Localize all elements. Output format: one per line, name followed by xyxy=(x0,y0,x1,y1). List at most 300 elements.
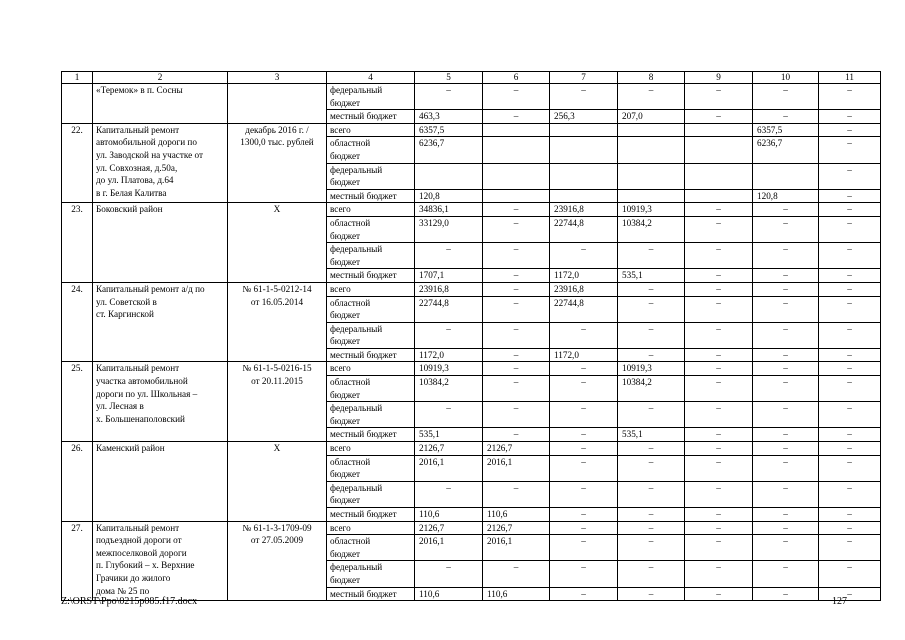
object-name-line: подъездной дороги от xyxy=(96,535,182,546)
value-cell: – xyxy=(753,521,819,535)
table-row xyxy=(62,362,881,376)
object-name-line: дома № 25 по xyxy=(96,585,150,596)
document-cell xyxy=(228,521,327,601)
row-number-cell: 22. xyxy=(62,123,93,203)
funding-source-line: федеральный xyxy=(330,85,383,95)
value-cell: 2126,7 xyxy=(483,521,550,535)
value-cell: – xyxy=(550,535,618,561)
value-cell: – xyxy=(753,535,819,561)
document-line: № 61-1-5-0212-14 xyxy=(242,283,312,294)
value-cell: – xyxy=(483,481,550,507)
value-cell: 2126,7 xyxy=(483,442,550,456)
value-cell: – xyxy=(550,521,618,535)
value-cell: – xyxy=(685,296,753,322)
funding-source-cell xyxy=(327,376,415,402)
value-cell: 23916,8 xyxy=(550,282,618,296)
value-cell: – xyxy=(819,508,881,522)
object-name-line: ст. Каргинской xyxy=(96,309,154,320)
value-cell: – xyxy=(753,203,819,217)
value-cell: – xyxy=(819,442,881,456)
value-cell: – xyxy=(685,508,753,522)
object-name-line: межпоселковой дороги xyxy=(96,547,187,558)
funding-source-line: бюджет xyxy=(330,150,361,161)
value-cell: – xyxy=(483,296,550,322)
value-cell: – xyxy=(618,243,685,269)
value-cell: – xyxy=(753,296,819,322)
funding-source-line: бюджет xyxy=(330,469,361,480)
value-cell: – xyxy=(618,508,685,522)
value-cell: – xyxy=(819,296,881,322)
value-cell: – xyxy=(819,163,881,189)
object-name-line: дороги по ул. Школьная – xyxy=(96,388,198,399)
table-row xyxy=(62,123,881,137)
value-cell: – xyxy=(819,137,881,163)
value-cell: – xyxy=(550,402,618,428)
header-cell: 2 xyxy=(93,72,228,84)
document-line: 1300,0 тыс. рублей xyxy=(240,137,314,148)
object-name-cell xyxy=(93,282,228,362)
value-cell: – xyxy=(753,110,819,124)
header-cell: 3 xyxy=(228,72,327,84)
budget-table xyxy=(61,71,881,601)
document-cell: Х xyxy=(228,442,327,522)
funding-source-cell: всего xyxy=(327,123,415,137)
document-line: от 20.11.2015 xyxy=(251,376,303,387)
value-cell: – xyxy=(819,402,881,428)
footer-file-path: Z:\ORST\Ppo\0215p085.f17.docx xyxy=(61,596,198,607)
row-number-cell xyxy=(62,84,93,124)
funding-source-line: областной xyxy=(330,536,371,547)
value-cell: – xyxy=(618,481,685,507)
value-cell: – xyxy=(685,243,753,269)
value-cell: – xyxy=(685,203,753,217)
value-cell: 110,6 xyxy=(415,587,483,601)
value-cell: 463,3 xyxy=(415,110,483,124)
header-cell: 10 xyxy=(753,72,819,84)
footer-page-number: 127 xyxy=(832,596,847,607)
value-cell: – xyxy=(685,362,753,376)
value-cell: – xyxy=(685,322,753,348)
funding-source-cell: местный бюджет xyxy=(327,348,415,362)
funding-source-cell: всего xyxy=(327,442,415,456)
row-number-cell: 26. xyxy=(62,442,93,522)
object-name-line: Капитальный ремонт xyxy=(96,522,180,533)
object-name-line: п. Глубокий – х. Верхние xyxy=(96,560,195,571)
value-cell: 110,6 xyxy=(483,587,550,601)
value-cell: – xyxy=(483,203,550,217)
value-cell: – xyxy=(415,243,483,269)
value-cell: – xyxy=(753,362,819,376)
value-cell: – xyxy=(550,481,618,507)
value-cell: – xyxy=(753,508,819,522)
value-cell: – xyxy=(685,481,753,507)
value-cell: 1172,0 xyxy=(550,348,618,362)
value-cell: – xyxy=(819,481,881,507)
value-cell: – xyxy=(819,203,881,217)
document-line: от 27.05.2009 xyxy=(250,535,304,546)
value-cell: – xyxy=(618,402,685,428)
value-cell: – xyxy=(550,428,618,442)
value-cell: – xyxy=(819,189,881,203)
funding-source-cell: всего xyxy=(327,282,415,296)
value-cell: 10919,3 xyxy=(618,362,685,376)
value-cell: – xyxy=(550,376,618,402)
value-cell: 1172,0 xyxy=(550,269,618,283)
document-line: декабрь 2016 г. / xyxy=(245,124,309,135)
object-name-line: автомобильной дороги по xyxy=(96,137,197,148)
table-row xyxy=(62,84,881,110)
value-cell: – xyxy=(819,561,881,587)
header-cell: 1 xyxy=(62,72,93,84)
value-cell: – xyxy=(685,521,753,535)
row-number-cell: 23. xyxy=(62,203,93,283)
funding-source-line: бюджет xyxy=(330,415,361,426)
value-cell: – xyxy=(483,110,550,124)
funding-source-line: бюджет xyxy=(330,256,361,267)
value-cell: – xyxy=(819,216,881,242)
table-row xyxy=(62,282,881,296)
value-cell xyxy=(483,123,550,137)
value-cell xyxy=(685,137,753,163)
funding-source-cell xyxy=(327,481,415,507)
value-cell: 110,6 xyxy=(415,508,483,522)
object-name-line: ул. Совхозная, д.50а, xyxy=(96,162,178,173)
funding-source-line: бюджет xyxy=(330,177,361,188)
document-cell xyxy=(228,123,327,203)
value-cell: 120,8 xyxy=(415,189,483,203)
value-cell: – xyxy=(753,455,819,481)
value-cell: – xyxy=(618,455,685,481)
value-cell: – xyxy=(483,362,550,376)
value-cell: – xyxy=(753,442,819,456)
value-cell xyxy=(483,189,550,203)
value-cell: 256,3 xyxy=(550,110,618,124)
value-cell: – xyxy=(550,322,618,348)
document-line: № 61-1-5-0216-15 xyxy=(242,363,312,374)
funding-source-line: бюджет xyxy=(330,230,361,241)
value-cell: – xyxy=(753,322,819,348)
header-row xyxy=(62,72,881,84)
funding-source-cell xyxy=(327,216,415,242)
value-cell: 6236,7 xyxy=(415,137,483,163)
value-cell: – xyxy=(618,442,685,456)
object-name-cell: «Теремок» в п. Сосны xyxy=(93,84,228,124)
funding-source-line: федеральный xyxy=(330,323,383,334)
funding-source-cell xyxy=(327,137,415,163)
header-cell: 4 xyxy=(327,72,415,84)
value-cell: – xyxy=(483,243,550,269)
object-name-line: ул. Советской в xyxy=(96,296,157,307)
object-name-cell xyxy=(93,123,228,203)
value-cell: – xyxy=(753,402,819,428)
value-cell xyxy=(550,137,618,163)
funding-source-cell: местный бюджет xyxy=(327,269,415,283)
document-cell: Х xyxy=(228,203,327,283)
funding-source-line: федеральный xyxy=(330,164,383,175)
value-cell: 120,8 xyxy=(753,189,819,203)
value-cell: – xyxy=(685,561,753,587)
funding-source-cell: всего xyxy=(327,521,415,535)
row-number-cell: 25. xyxy=(62,362,93,442)
value-cell: – xyxy=(618,521,685,535)
funding-source-cell xyxy=(327,322,415,348)
value-cell: – xyxy=(753,216,819,242)
value-cell: – xyxy=(819,348,881,362)
funding-source-cell xyxy=(327,402,415,428)
value-cell xyxy=(618,123,685,137)
value-cell: – xyxy=(415,561,483,587)
value-cell xyxy=(483,163,550,189)
value-cell: 110,6 xyxy=(483,508,550,522)
object-name-line: х. Большенаполовский xyxy=(96,413,185,424)
value-cell: 6357,5 xyxy=(753,123,819,137)
value-cell: – xyxy=(753,481,819,507)
funding-source-cell xyxy=(327,535,415,561)
value-cell: – xyxy=(483,282,550,296)
value-cell: – xyxy=(618,587,685,601)
value-cell: – xyxy=(483,348,550,362)
value-cell: – xyxy=(819,322,881,348)
value-cell: – xyxy=(685,216,753,242)
value-cell: – xyxy=(819,123,881,137)
funding-source-cell: местный бюджет xyxy=(327,587,415,601)
funding-source-line: бюджет xyxy=(330,97,361,108)
value-cell: – xyxy=(753,376,819,402)
value-cell xyxy=(550,123,618,137)
value-cell xyxy=(550,189,618,203)
value-cell: – xyxy=(819,587,881,601)
value-cell: – xyxy=(753,587,819,601)
value-cell: – xyxy=(618,282,685,296)
document-cell xyxy=(228,282,327,362)
value-cell: – xyxy=(753,269,819,283)
value-cell: – xyxy=(415,84,483,110)
value-cell: – xyxy=(618,296,685,322)
value-cell: – xyxy=(685,455,753,481)
value-cell: – xyxy=(483,322,550,348)
object-name-cell: Боковский район xyxy=(93,203,228,283)
value-cell: 23916,8 xyxy=(550,203,618,217)
funding-source-line: областной xyxy=(330,138,371,149)
value-cell: 2126,7 xyxy=(415,521,483,535)
object-name-line: Капитальный ремонт а/д по xyxy=(96,283,205,294)
value-cell: – xyxy=(685,402,753,428)
value-cell: 2016,1 xyxy=(415,455,483,481)
value-cell: – xyxy=(753,561,819,587)
value-cell: – xyxy=(483,428,550,442)
value-cell: – xyxy=(685,428,753,442)
value-cell: – xyxy=(819,521,881,535)
value-cell xyxy=(685,123,753,137)
header-cell: 8 xyxy=(618,72,685,84)
value-cell: 535,1 xyxy=(618,428,685,442)
object-name-cell xyxy=(93,521,228,601)
value-cell xyxy=(618,163,685,189)
header-cell: 6 xyxy=(483,72,550,84)
value-cell: – xyxy=(550,362,618,376)
value-cell: 6357,5 xyxy=(415,123,483,137)
value-cell: – xyxy=(819,428,881,442)
value-cell: 2016,1 xyxy=(415,535,483,561)
value-cell: 34836,1 xyxy=(415,203,483,217)
value-cell: – xyxy=(819,269,881,283)
value-cell: – xyxy=(685,535,753,561)
table-body xyxy=(62,72,881,601)
funding-source-cell xyxy=(327,163,415,189)
header-cell: 11 xyxy=(819,72,881,84)
value-cell: – xyxy=(483,402,550,428)
value-cell: – xyxy=(483,269,550,283)
table-row xyxy=(62,521,881,535)
value-cell xyxy=(550,163,618,189)
row-number-cell: 24. xyxy=(62,282,93,362)
value-cell xyxy=(415,163,483,189)
funding-source-line: бюджет xyxy=(330,548,361,559)
funding-source-line: бюджет xyxy=(330,336,361,347)
object-name-line: Капитальный ремонт xyxy=(96,124,180,135)
value-cell: – xyxy=(483,376,550,402)
value-cell: 10384,2 xyxy=(618,216,685,242)
funding-source-line: областной xyxy=(330,217,371,228)
value-cell: – xyxy=(685,348,753,362)
header-cell: 7 xyxy=(550,72,618,84)
funding-source-cell xyxy=(327,296,415,322)
value-cell: – xyxy=(753,428,819,442)
header-cell: 5 xyxy=(415,72,483,84)
value-cell: – xyxy=(819,110,881,124)
value-cell: – xyxy=(819,243,881,269)
value-cell xyxy=(483,137,550,163)
value-cell: 1707,1 xyxy=(415,269,483,283)
value-cell: – xyxy=(819,535,881,561)
value-cell: – xyxy=(819,362,881,376)
value-cell: – xyxy=(819,455,881,481)
value-cell: 22744,8 xyxy=(415,296,483,322)
document-cell xyxy=(228,84,327,124)
table-row xyxy=(62,203,881,217)
value-cell: – xyxy=(753,282,819,296)
header-cell: 9 xyxy=(685,72,753,84)
value-cell: 10384,2 xyxy=(415,376,483,402)
value-cell: – xyxy=(618,348,685,362)
value-cell: 2016,1 xyxy=(483,535,550,561)
object-name-line: в г. Белая Калитва xyxy=(96,187,167,198)
value-cell: – xyxy=(753,348,819,362)
value-cell: 22744,8 xyxy=(550,216,618,242)
funding-source-cell xyxy=(327,84,415,110)
value-cell: 1172,0 xyxy=(415,348,483,362)
funding-source-cell: всего xyxy=(327,362,415,376)
value-cell: – xyxy=(415,322,483,348)
value-cell: – xyxy=(685,587,753,601)
row-number-cell: 27. xyxy=(62,521,93,601)
value-cell: 10384,2 xyxy=(618,376,685,402)
table-row xyxy=(62,442,881,456)
funding-source-line: бюджет xyxy=(330,389,361,400)
document-line: от 16.05.2014 xyxy=(250,296,304,307)
value-cell: – xyxy=(685,110,753,124)
object-name-line: участка автомобильной xyxy=(96,376,188,387)
object-name-cell xyxy=(93,362,228,442)
funding-source-cell xyxy=(327,455,415,481)
value-cell: – xyxy=(550,508,618,522)
value-cell: – xyxy=(550,587,618,601)
object-name-line: ул. Лесная в xyxy=(96,401,144,412)
value-cell: – xyxy=(618,322,685,348)
value-cell: 10919,3 xyxy=(415,362,483,376)
value-cell: – xyxy=(415,402,483,428)
funding-source-cell xyxy=(327,243,415,269)
object-name-line: Капитальный ремонт xyxy=(96,363,180,374)
value-cell: – xyxy=(483,216,550,242)
funding-source-line: федеральный xyxy=(330,403,383,414)
funding-source-line: федеральный xyxy=(330,482,383,493)
object-name-line: ул. Заводской на участке от xyxy=(96,149,203,160)
value-cell: – xyxy=(753,84,819,110)
value-cell: – xyxy=(550,84,618,110)
value-cell: 535,1 xyxy=(415,428,483,442)
value-cell: 535,1 xyxy=(618,269,685,283)
object-name-line: Грачики до жилого xyxy=(96,572,171,583)
document-line: № 61-1-3-1709-09 xyxy=(242,522,312,533)
value-cell: – xyxy=(618,84,685,110)
value-cell: 33129,0 xyxy=(415,216,483,242)
value-cell: – xyxy=(550,455,618,481)
value-cell xyxy=(685,163,753,189)
value-cell: – xyxy=(618,535,685,561)
funding-source-cell: всего xyxy=(327,203,415,217)
value-cell: – xyxy=(483,84,550,110)
value-cell: – xyxy=(618,561,685,587)
funding-source-line: федеральный xyxy=(330,244,383,255)
funding-source-line: бюджет xyxy=(330,574,361,585)
funding-source-line: бюджет xyxy=(330,495,361,506)
document-cell xyxy=(228,362,327,442)
value-cell: – xyxy=(685,84,753,110)
value-cell: – xyxy=(819,282,881,296)
value-cell: 2016,1 xyxy=(483,455,550,481)
funding-source-line: бюджет xyxy=(330,310,361,321)
value-cell: 6236,7 xyxy=(753,137,819,163)
value-cell: 23916,8 xyxy=(415,282,483,296)
funding-source-cell: местный бюджет xyxy=(327,110,415,124)
value-cell: – xyxy=(819,376,881,402)
funding-source-cell: местный бюджет xyxy=(327,508,415,522)
funding-source-line: областной xyxy=(330,297,371,308)
value-cell: 207,0 xyxy=(618,110,685,124)
value-cell: 22744,8 xyxy=(550,296,618,322)
object-name-line: до ул. Платова, д.64 xyxy=(96,175,174,186)
funding-source-cell: местный бюджет xyxy=(327,428,415,442)
value-cell xyxy=(618,189,685,203)
value-cell: 10919,3 xyxy=(618,203,685,217)
value-cell: – xyxy=(483,561,550,587)
value-cell: – xyxy=(685,376,753,402)
funding-source-line: федеральный xyxy=(330,562,383,573)
value-cell: – xyxy=(550,442,618,456)
object-name-cell: Каменский район xyxy=(93,442,228,522)
value-cell: – xyxy=(550,561,618,587)
value-cell: – xyxy=(819,84,881,110)
value-cell: – xyxy=(685,442,753,456)
funding-source-line: областной xyxy=(330,377,371,388)
funding-source-line: областной xyxy=(330,456,371,467)
value-cell: – xyxy=(685,282,753,296)
value-cell: – xyxy=(753,243,819,269)
value-cell xyxy=(618,137,685,163)
value-cell: – xyxy=(415,481,483,507)
value-cell: 2126,7 xyxy=(415,442,483,456)
